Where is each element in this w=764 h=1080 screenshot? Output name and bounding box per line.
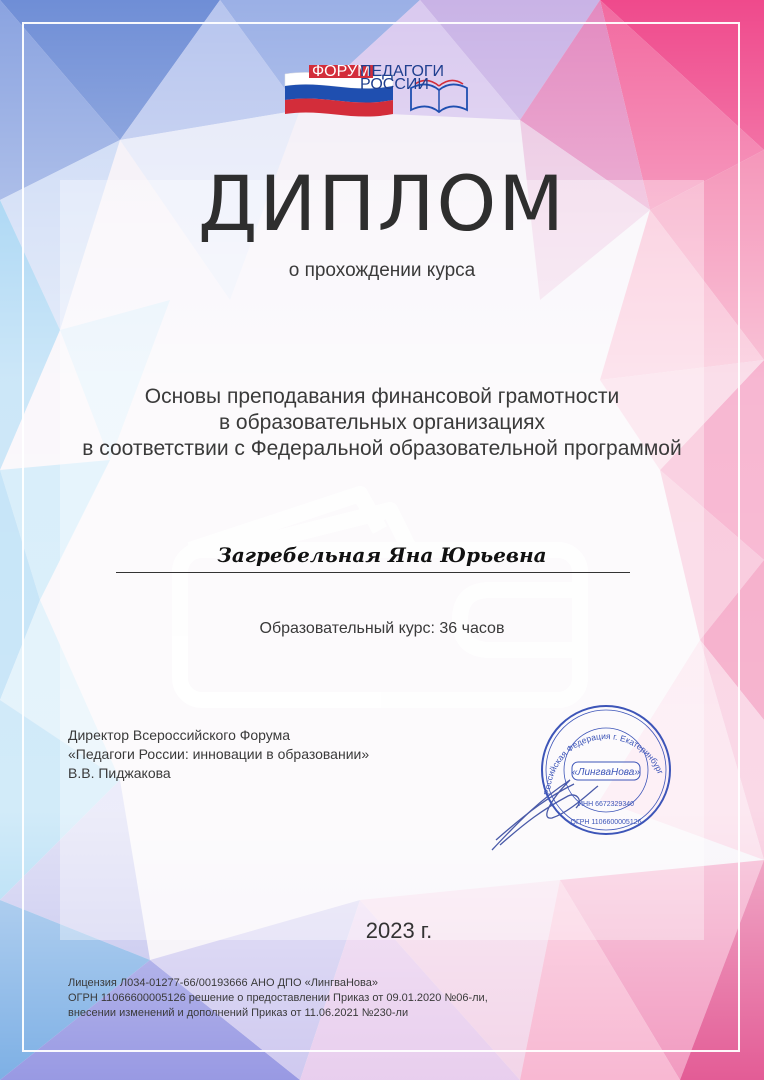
diploma-title: ДИПЛОМ (198, 159, 566, 248)
logo-pedagogi-text: ПЕДАГОГИ РОССИИ (360, 63, 445, 93)
course-hours: Образовательный курс: 36 часов (259, 620, 505, 637)
stamp-center-text: «ЛингваНова» (572, 767, 640, 778)
recipient-name: Загребельная Яна Юрьевна (217, 543, 547, 567)
stamp-inn-text: ИНН 6672329340 (577, 801, 635, 808)
director-block (68, 726, 369, 783)
license-line: ОГРН 11066600005126 решение о предоставлении Приказ от 09.01.2020 №06-ли, (68, 992, 488, 1004)
director-line: Директор Всероссийского Форума (68, 727, 291, 743)
name-underline (116, 572, 630, 573)
wallet-watermark-icon (160, 480, 600, 720)
stamp-seal (480, 700, 700, 860)
course-title-line: в соответствии с Федеральной образовательной программой (82, 437, 682, 460)
license-block (68, 976, 488, 1021)
course-title (0, 384, 764, 462)
license-line: внесении изменений и дополнений Приказ от 11.06.2021 №230-ли (68, 1007, 409, 1019)
logo-forum-text: ФОРУМ (309, 65, 373, 78)
license-line: Лицензия Л034-01277-66/00193666 АНО ДПО «ЛингваНова» (68, 977, 378, 989)
course-title-line: Основы преподавания финансовой грамотности (144, 385, 620, 408)
stamp-ogrn-text: ОГРН 1106600005126 (570, 819, 642, 826)
stamp-outer-text: Российская Федерация г. Екатеринбург (541, 730, 666, 796)
course-title-line: в образовательных организациях (218, 411, 546, 434)
issue-year: 2023 г. (365, 918, 433, 943)
director-name: В.В. Пиджакова (68, 765, 171, 781)
diploma-subtitle: о прохождении курса (288, 260, 476, 281)
director-line: «Педагоги России: инновации в образовании» (68, 746, 370, 762)
forum-logo (283, 60, 478, 122)
